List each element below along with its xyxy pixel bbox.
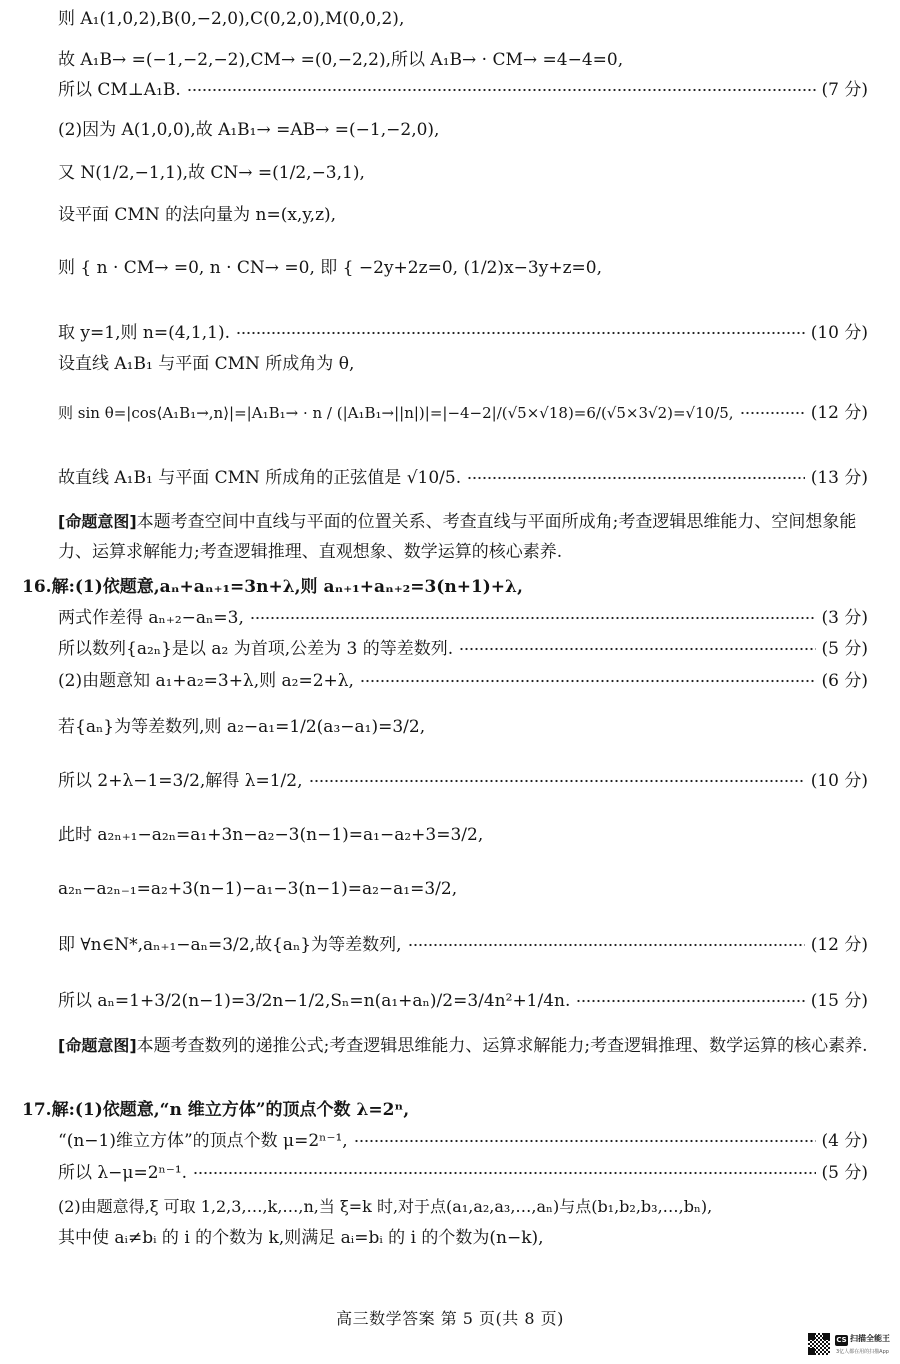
score-label: (10 分) [810,770,868,791]
solution-line-scored: 所以 aₙ=1+3/2(n−1)=3/2n−1/2,Sₙ=n(a₁+aₙ)/2=3/4n²+1/4n. (15 分) [58,978,868,1024]
score-label: (15 分) [810,990,868,1011]
score-label: (7 分) [821,79,868,100]
solution-line: 设直线 A₁B₁ 与平面 CMN 所成角为 θ, [58,353,355,374]
equation-system: 则 { n · CM→ =0, n · CN→ =0, 即 { −2y+2z=0, (1/2)x−3y+z=0, [58,257,602,278]
score-label: (12 分) [810,934,868,955]
scanner-tagline: 3亿人都在用的扫描App [836,1349,889,1355]
score-label: (4 分) [821,1130,868,1151]
dot-leader [740,390,805,436]
solution-line: 设平面 CMN 的法向量为 n=(x,y,z), [58,204,337,225]
score-label: (5 分) [821,638,868,659]
solution-line: (2)因为 A(1,0,0),故 A₁B₁→ =AB→ =(−1,−2,0), [58,119,440,140]
dot-leader [408,922,805,968]
problem-16-heading: 16.解:(1)依题意,aₙ+aₙ₊₁=3n+λ,则 aₙ₊₁+aₙ₊₂=3(n+1)+λ, [22,576,523,597]
solution-line-scored: 取 y=1,则 n=(4,1,1). (10 分) [58,318,868,348]
dot-leader [193,1158,815,1188]
score-label: (5 分) [821,1162,868,1183]
solution-line-scored: 故直线 A₁B₁ 与平面 CMN 所成角的正弦值是 √10/5. (13 分) [58,455,868,501]
solution-line-scored: 所以 CM⊥A₁B. (7 分) [58,75,868,105]
dot-leader [236,318,805,348]
problem-17-heading: 17.解:(1)依题意,“n 维立方体”的顶点个数 λ=2ⁿ, [22,1099,410,1120]
intent-note: [命题意图]本题考查空间中直线与平面的位置关系、考查直线与平面所成角;考查逻辑思维能力、空间想象能力、运算求解能力;考查逻辑推理、直观想象、数学运算的核心素养. [58,512,857,562]
solution-line-scored: (2)由题意知 a₁+a₂=3+λ,则 a₂=2+λ, (6 分) [58,666,868,696]
intent-tag: [命题意图] [58,1036,137,1055]
dot-leader [250,603,816,633]
solution-line: 故 A₁B→ =(−1,−2,−2),CM→ =(0,−2,2),所以 A₁B→ · CM→ =4−4=0, [58,49,624,70]
score-label: (12 分) [810,402,868,423]
solution-line: a₂ₙ−a₂ₙ₋₁=a₂+3(n−1)−a₁−3(n−1)=a₂−a₁=3/2, [58,878,458,899]
dot-leader [187,75,816,105]
solution-line-scored: 两式作差得 aₙ₊₂−aₙ=3, (3 分) [58,603,868,633]
page-footer: 高三数学答案 第 5 页(共 8 页) [336,1309,564,1328]
solution-line-scored: 所以 2+λ−1=3/2,解得 λ=1/2, (10 分) [58,758,868,804]
solution-line: (2)由题意得,ξ 可取 1,2,3,…,k,…,n,当 ξ=k 时,对于点(a₁,a₂,a₃,…,aₙ)与点(b₁,b₂,b₃,…,bₙ), [58,1197,713,1216]
score-label: (6 分) [821,670,868,691]
solution-line-scored: 则 sin θ=|cos⟨A₁B₁→,n⟩|=|A₁B₁→ · n / (|A₁B₁→||n|)|=|−4−2|/(√5×√18)=6/(√5×3√2)=√10/5, (12 分) [58,390,868,436]
solution-line-scored: 所以 λ−μ=2ⁿ⁻¹. (5 分) [58,1158,868,1188]
solution-line-scored: “(n−1)维立方体”的顶点个数 μ=2ⁿ⁻¹, (4 分) [58,1126,868,1156]
solution-line: 又 N(1/2,−1,1),故 CN→ =(1/2,−3,1), [58,162,365,183]
dot-leader [309,758,805,804]
solution-line: 其中使 aᵢ≠bᵢ 的 i 的个数为 k,则满足 aᵢ=bᵢ 的 i 的个数为(n−k), [58,1227,544,1248]
dot-leader [354,1126,816,1156]
solution-line-scored: 所以数列{a₂ₙ}是以 a₂ 为首项,公差为 3 的等差数列. (5 分) [58,634,868,664]
intent-note: [命题意图]本题考查数列的递推公式;考查逻辑思维能力、运算求解能力;考查逻辑推理、数学运算的核心素养. [58,1036,868,1056]
score-label: (3 分) [821,607,868,628]
solution-line: 此时 a₂ₙ₊₁−a₂ₙ=a₁+3n−a₂−3(n−1)=a₁−a₂+3=3/2, [58,824,484,845]
camscanner-logo: CS [836,1336,847,1344]
dot-leader [360,666,816,696]
scanner-brand: 扫描全能王 [850,1334,890,1343]
dot-leader [459,634,815,664]
solution-line: 则 A₁(1,0,2),B(0,−2,0),C(0,2,0),M(0,0,2), [58,8,405,29]
score-label: (10 分) [810,322,868,343]
solution-line-scored: 即 ∀n∈N*,aₙ₊₁−aₙ=3/2,故{aₙ}为等差数列, (12 分) [58,922,868,968]
intent-tag: [命题意图] [58,512,137,531]
dot-leader [467,455,805,501]
qr-code-icon [808,1333,830,1355]
dot-leader [576,978,804,1024]
score-label: (13 分) [810,467,868,488]
solution-line: 若{aₙ}为等差数列,则 a₂−a₁=1/2(a₃−a₁)=3/2, [58,716,426,737]
